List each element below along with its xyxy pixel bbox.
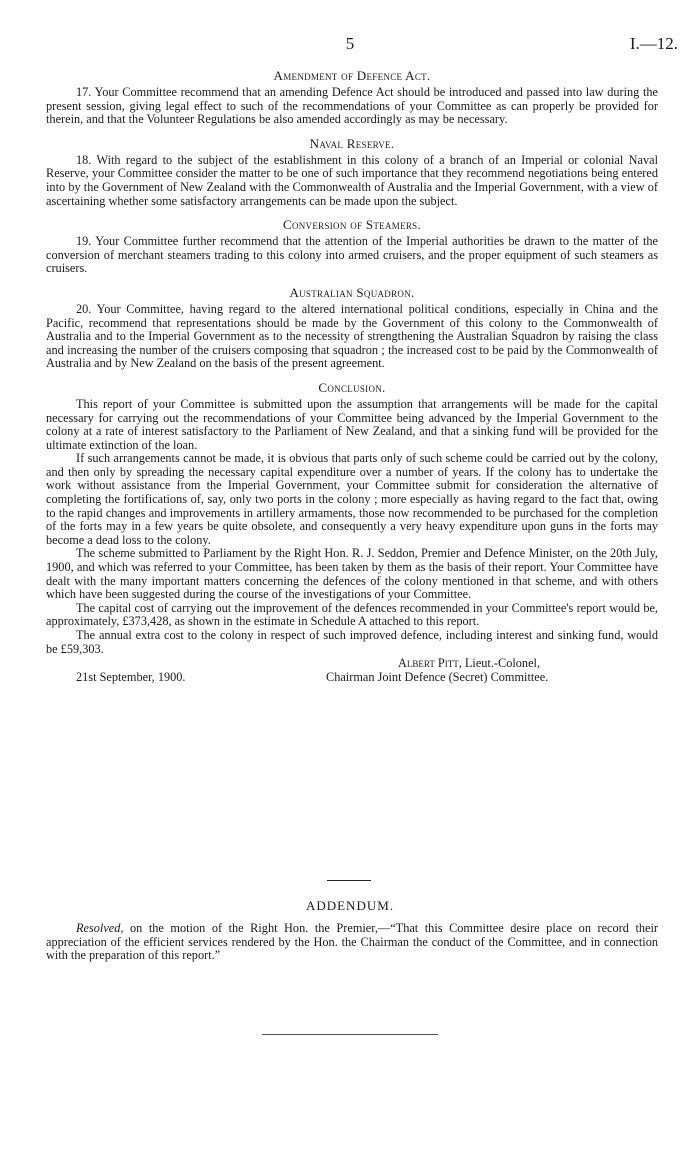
resolved-word: Resolved [76,921,121,935]
paragraph-17: 17. Your Committee recommend that an amending Defence Act should be introduced and passed into law during the present session, giving legal effect to such of the recommendations of your Committee as can properly be provided for therein, and that the Volunteer Regulations be also amended accordingly as may be necessary. [46,85,658,127]
conclusion-paragraph: The annual extra cost to the colony in respect of such improved defence, including interest and sinking fund, would be £59,303. [46,628,658,656]
conclusion-paragraph: If such arrangements cannot be made, it is obvious that parts only of such scheme could be carried out by the colony, and then only by spreading the necessary capital expenditure over a number of years. If the colony has to undertake the work without assistance from the Imperial Government, your Committee submit for consideration the alternative of completing the fortifications of, say, only two ports in the colony ; more especially as having regard to the fact that, owing to the rapid changes and improvements in artillery armaments, those now recommended to be purchased for the completion of the forts may in a few years be quite obsolete, and consequently a very heavy expenditure upon guns in the forts may become a dead loss to the colony. [46,451,658,547]
section-divider [327,880,371,881]
section-heading-conclusion: Conclusion. [318,379,386,395]
signatory-rank: , Lieut.-Colonel, [458,656,541,671]
report-body [46,68,658,686]
page-number: 5 [345,34,355,53]
addendum-text: , on the motion of the Right Hon. the Premier,—“That this Committee desire place on record their appreciation of the efficient services rendered by the Hon. the Chairman the conduct of the Committee, and in connection with the preparation of this report.” [46,921,658,963]
section-heading-conversion: Conversion of Steamers. [282,217,422,233]
section-heading-squadron: Australian Squadron. [289,284,415,300]
paragraph-19: 19. Your Committee further recommend that the attention of the Imperial authorities be drawn to the matter of the conversion of merchant steamers trading to this colony into armed cruisers, and the proper equipment of such steamers as cruisers. [46,234,658,276]
signature-block [46,656,658,686]
addendum-heading: ADDENDUM. [305,898,395,913]
addendum-body [46,922,658,963]
signatory-title: Chairman Joint Defence (Secret) Committee. [326,670,549,685]
paper-reference: I.—12. [629,34,678,53]
section-heading-amendment: Amendment of Defence Act. [273,68,431,83]
signature-date: 21st September, 1900. [76,670,186,685]
addendum-paragraph [46,922,658,963]
conclusion-paragraph: The capital cost of carrying out the improvement of the defences recommended in your Committee's report would be, approximately, £373,428, as shown in the estimate in Schedule A attached to this report. [46,600,658,629]
conclusion-paragraph: This report of your Committee is submitted upon the assumption that arrangements will be made for the capital necessary for carrying out the recommendations of your Committee being advanced by the Imperial Government to the colony at a rate of interest satisfactory to the Parliament of New Zealand, and that a sinking fund will be provided for the ultimate extinction of the loan. [46,396,658,452]
paragraph-18: 18. With regard to the subject of the establishment in this colony of a branch of an Imperial or colonial Naval Reserve, your Committee consider the matter to be one of such importance that they recommend negotiations being entered into by the Government of New Zealand with the Commonwealth of Australia and the Imperial Government, with a view of ascertaining whether some satisfactory arrangements can be made upon the subject. [46,152,658,208]
section-heading-naval-reserve: Naval Reserve. [309,135,395,151]
paragraph-20: 20. Your Committee, having regard to the altered international political conditions, especially in China and the Pacific, recommend that representations should be made by the Government of this colony to the Commonwealth of Australia and to the Imperial Government as to the necessity of strengthening the Australian Squadron by raising the class and increasing the number of the cruisers composing that squadron ; the increased cost to be paid by the Commonwealth of Australia and by New Zealand on the basis of the present agreement. [46,301,658,371]
end-rule [262,1034,438,1035]
signatory [398,656,540,670]
signatory-name: Albert Pitt [398,656,459,671]
conclusion-paragraph: The scheme submitted to Parliament by the Right Hon. R. J. Seddon, Premier and Defence Minister, on the 20th July, 1900, and which was referred to your Committee, has been taken by them as the basis of their report. Your Committee have dealt with the many important matters concerning the defences of the colony mentioned in that scheme, and with others which have been suggested during the course of the investigations of your Committee. [46,546,658,602]
